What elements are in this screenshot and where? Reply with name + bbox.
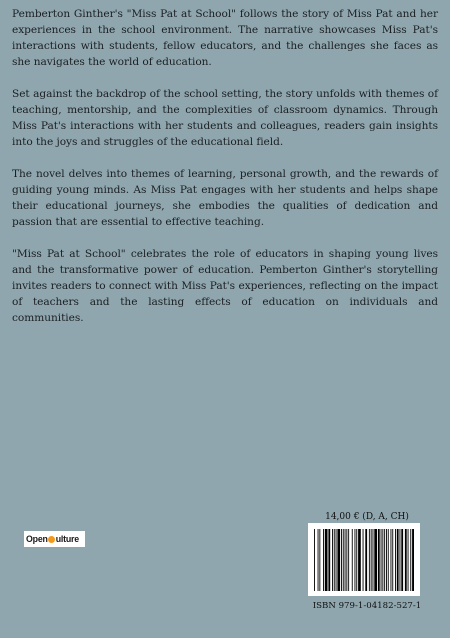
barcode-bar	[388, 529, 389, 591]
barcode-bar	[392, 529, 393, 591]
barcode-bar	[343, 529, 344, 591]
barcode-bar	[382, 529, 383, 591]
barcode-bar	[401, 529, 403, 591]
barcode-bar	[381, 529, 382, 591]
barcode-bar	[363, 529, 364, 591]
barcode-bar	[334, 529, 335, 591]
barcode-bar	[408, 529, 409, 591]
barcode-bar	[369, 529, 370, 591]
barcode-bar	[348, 529, 349, 591]
logo-text-pen: pen	[32, 534, 48, 544]
barcode-bar	[341, 529, 342, 591]
barcode	[308, 523, 420, 596]
barcode-bar	[365, 529, 367, 591]
barcode-bar	[373, 529, 374, 591]
logo-letter-o: O	[26, 534, 33, 544]
blurb-paragraph-1: Pemberton Ginther's "Miss Pat at School" follows the story of Miss Pat and her experiences in the school environment. The narrative showcases Miss Pat's interactions with students, fellow educators, and the challenges she faces as she navigates the world of education.	[12, 8, 438, 68]
barcode-bar	[345, 529, 346, 591]
barcode-bar	[356, 529, 357, 591]
back-cover-blurb	[12, 6, 438, 342]
barcode-bar	[323, 529, 324, 591]
blurb-paragraph-2: Set against the backdrop of the school setting, the story unfolds with themes of teaching, mentorship, and the complexities of classroom dynamics. Through Miss Pat's interactions with her students and colleagues, readers gain insights into the joys and struggles of the educational field.	[12, 88, 438, 148]
barcode-bar	[384, 529, 385, 591]
barcode-bar	[374, 529, 377, 591]
barcode-bar	[391, 529, 392, 591]
barcode-bar	[358, 529, 361, 591]
barcode-bar	[319, 529, 320, 591]
barcode-bar	[332, 529, 333, 591]
logo-dot-icon	[48, 536, 55, 543]
barcode-bar	[346, 529, 347, 591]
barcode-bar	[314, 529, 315, 591]
barcode-bar	[405, 529, 407, 591]
barcode-bar	[371, 529, 372, 591]
barcode-bar	[386, 529, 387, 591]
logo-text-ulture: ulture	[55, 534, 79, 544]
barcode-bar	[355, 529, 356, 591]
barcode-bar	[318, 529, 319, 591]
barcode-bar	[410, 529, 411, 591]
blurb-paragraph-4: "Miss Pat at School" celebrates the role of educators in shaping young lives and the transformative power of education. Pemberton Ginther's storytelling invites readers to connect with Miss Pat's experiences, reflecting on the impact of teachers and the lasting effects of education on individuals and communities.	[12, 248, 438, 324]
barcode-bar	[325, 529, 328, 591]
barcode-bar	[412, 529, 414, 591]
barcode-bar	[337, 529, 340, 591]
barcode-bar	[336, 529, 337, 591]
barcode-bar	[395, 529, 396, 591]
publisher-logo	[24, 531, 85, 547]
barcode-bar	[352, 529, 353, 591]
isbn-label: ISBN 979-1-04182-527-1	[312, 601, 422, 611]
blurb-paragraph-3: The novel delves into themes of learning, personal growth, and the rewards of guiding young minds. As Miss Pat engages with her students and helps shape their educational journeys, she embodies the qualities of dedication and passion that are essential to effective teaching.	[12, 168, 438, 228]
barcode-bars-icon	[314, 529, 414, 591]
barcode-bar	[378, 529, 380, 591]
barcode-bar	[400, 529, 401, 591]
price-label: 14,00 € (D, A, CH)	[325, 512, 409, 522]
barcode-bar	[328, 529, 330, 591]
barcode-bar	[397, 529, 399, 591]
